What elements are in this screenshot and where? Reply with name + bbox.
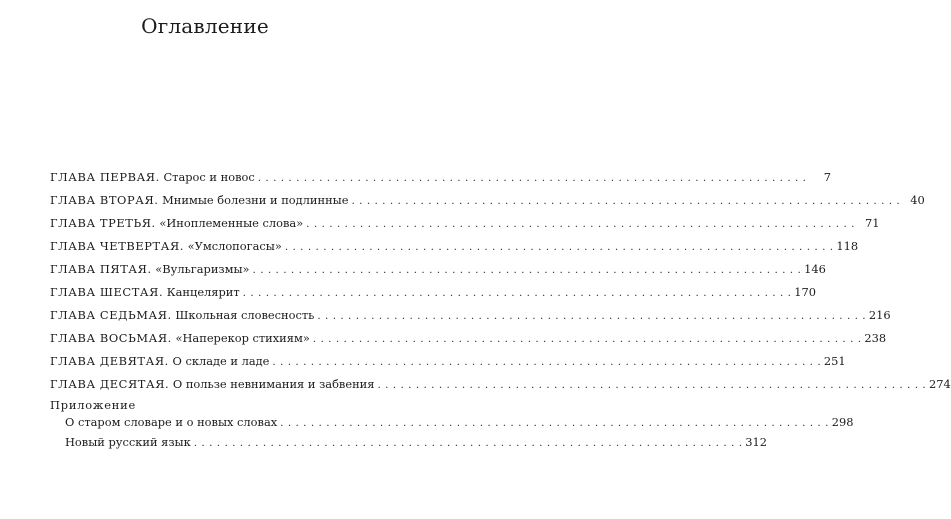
toc-entry-chapter-2 xyxy=(50,193,925,216)
chapter-label: ГЛАВА ПЕРВАЯ. xyxy=(50,170,160,184)
chapter-title: Мнимые болезни и подлинные xyxy=(162,193,349,207)
appendix-title: Новый русский язык xyxy=(65,435,191,449)
page-number: 71 xyxy=(864,216,880,230)
page-number: 40 xyxy=(910,193,925,207)
chapter-title: «Вульгаризмы» xyxy=(155,262,250,276)
toc-entry-chapter-9 xyxy=(50,354,846,377)
dot-leader xyxy=(351,195,899,207)
appendix-list xyxy=(65,415,854,455)
appendix-title: О старом словаре и о новых словах xyxy=(65,415,278,429)
chapter-title: «Наперекор стихиям» xyxy=(175,331,310,345)
page-title: Оглавление xyxy=(141,14,269,38)
chapter-title: Школьная словесность xyxy=(175,308,315,322)
chapter-title: Старос и новос xyxy=(163,170,255,184)
page-number: 238 xyxy=(864,331,887,345)
chapter-title: О складе и ладе xyxy=(172,354,270,368)
dot-leader xyxy=(194,437,742,449)
appendix-heading: Приложение xyxy=(50,398,137,412)
toc-entry-appendix-2 xyxy=(65,435,768,455)
chapter-label: ГЛАВА ЧЕТВЕРТАЯ. xyxy=(50,239,185,253)
page-number: 298 xyxy=(831,415,854,429)
table-of-contents xyxy=(50,170,951,400)
toc-entry-chapter-6 xyxy=(50,285,816,308)
page-number: 170 xyxy=(794,285,816,299)
dot-leader xyxy=(285,241,833,253)
dot-leader xyxy=(253,264,801,276)
page-number: 274 xyxy=(929,377,951,391)
dot-leader xyxy=(377,379,925,391)
dot-leader xyxy=(243,287,791,299)
page-number: 216 xyxy=(868,308,891,322)
chapter-label: ГЛАВА ТРЕТЬЯ. xyxy=(50,216,156,230)
chapter-title: «Умслопогасы» xyxy=(187,239,282,253)
toc-entry-chapter-5 xyxy=(50,262,826,285)
toc-entry-appendix-1 xyxy=(65,415,854,435)
toc-entry-chapter-4 xyxy=(50,239,859,262)
dot-leader xyxy=(313,333,861,345)
dot-leader xyxy=(272,356,820,368)
page-number: 312 xyxy=(745,435,768,449)
page-number: 7 xyxy=(823,170,832,184)
chapter-label: ГЛАВА ШЕСТАЯ. xyxy=(50,285,164,299)
chapter-label: ГЛАВА ДЕВЯТАЯ. xyxy=(50,354,169,368)
dot-leader xyxy=(280,417,828,429)
page-number: 251 xyxy=(823,354,846,368)
chapter-label: ГЛАВА СЕДЬМАЯ. xyxy=(50,308,172,322)
chapter-title: «Иноплеменные слова» xyxy=(159,216,304,230)
toc-entry-chapter-1 xyxy=(50,170,832,193)
dot-leader xyxy=(306,218,854,230)
toc-entry-chapter-8 xyxy=(50,331,887,354)
dot-leader xyxy=(258,172,806,184)
chapter-label: ГЛАВА ВТОРАЯ. xyxy=(50,193,159,207)
toc-entry-chapter-10 xyxy=(50,377,951,400)
chapter-label: ГЛАВА ДЕСЯТАЯ. xyxy=(50,377,170,391)
page-number: 118 xyxy=(836,239,859,253)
chapter-title: О пользе невнимания и забвения xyxy=(172,377,375,391)
page-number: 146 xyxy=(804,262,826,276)
chapter-label: ГЛАВА ПЯТАЯ. xyxy=(50,262,152,276)
chapter-label: ГЛАВА ВОСЬМАЯ. xyxy=(50,331,172,345)
dot-leader xyxy=(317,310,865,322)
toc-entry-chapter-3 xyxy=(50,216,880,239)
chapter-title: Канцелярит xyxy=(166,285,240,299)
toc-entry-chapter-7 xyxy=(50,308,891,331)
